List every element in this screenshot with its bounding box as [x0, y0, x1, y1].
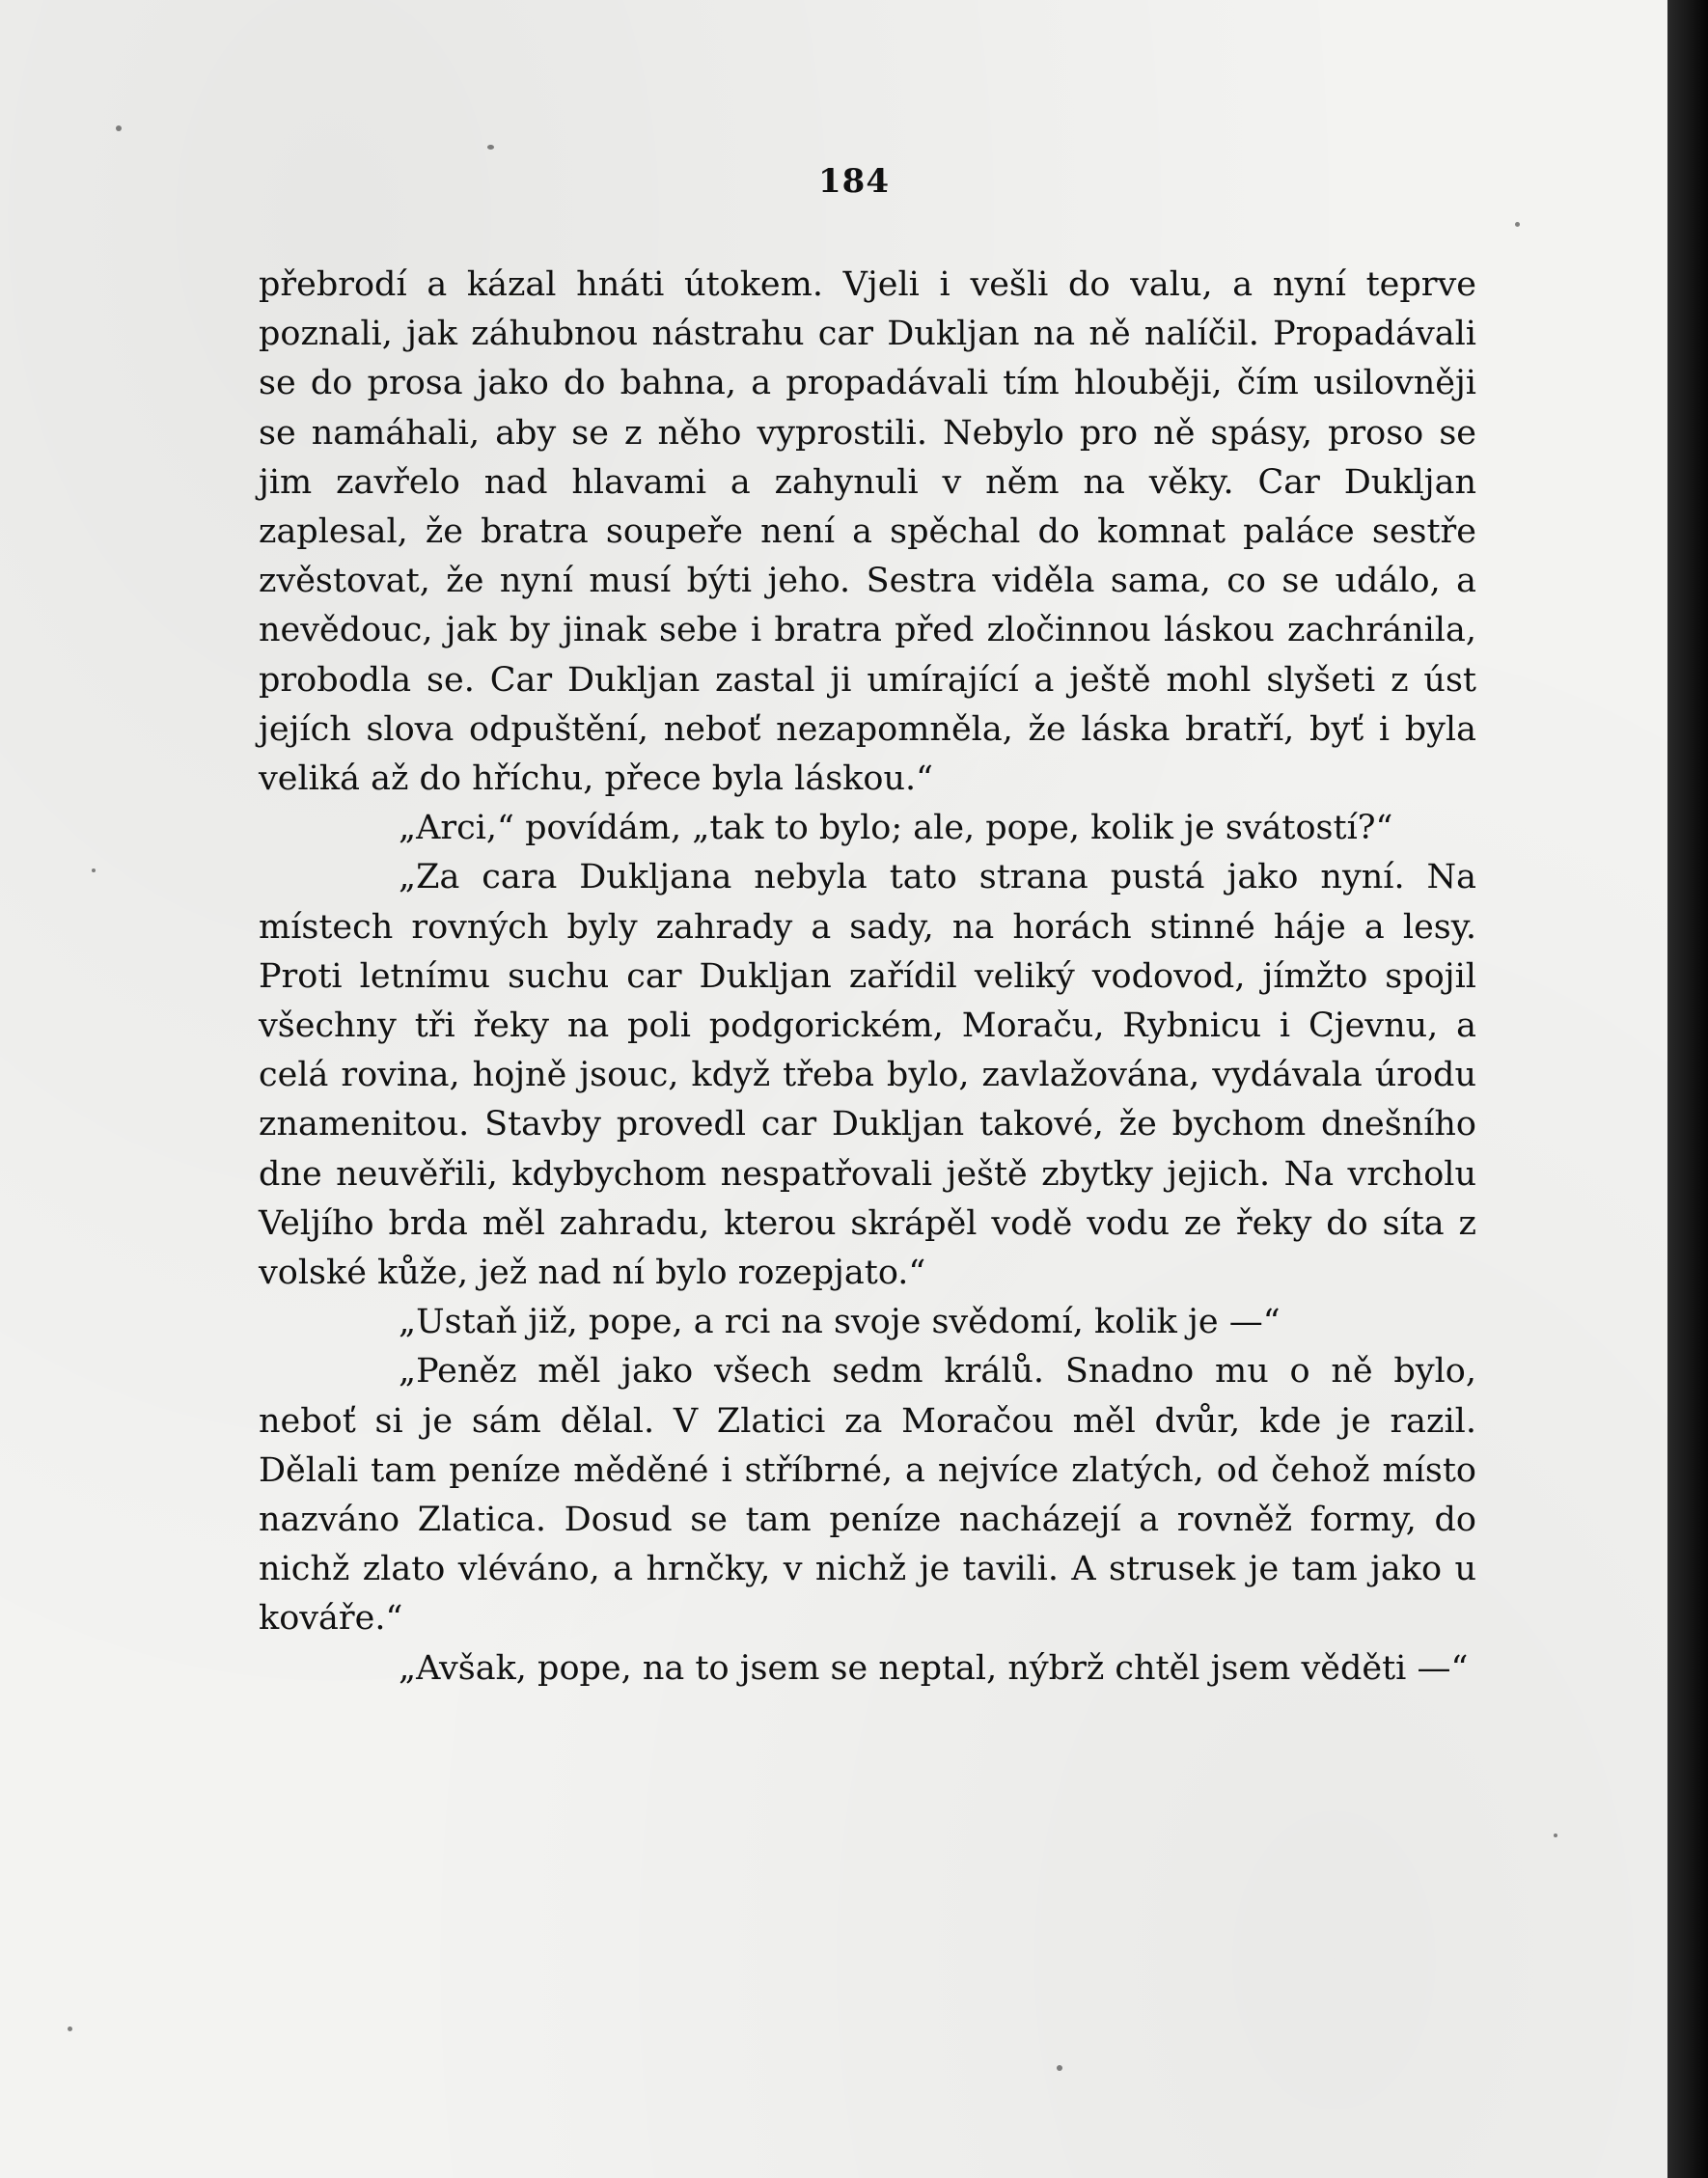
paper-speck [487, 145, 494, 150]
paper-speck [1554, 1833, 1557, 1837]
paragraph-5: „Peněz měl jako všech sedm králů. Snadno mu o ně bylo, neboť si je sám dělal. V Zlatici za Moračou měl dvůr, kde je razil. Dělali tam peníze měděné i stříbrné, a nejvíce zlatých, od čehož místo nazváno Zlatica. Dosud se tam peníze nacházejí a rovněž formy, do nichž zlato vléváno, a hrnčky, v nichž je tavili. A strusek je tam jako u kováře.“ [259, 1352, 1476, 1639]
paper-speck [116, 125, 122, 131]
page-number: 184 [818, 162, 890, 201]
paragraph-2: „Arci,“ povídám, „tak to bylo; ale, pope, kolik je svátostí?“ [399, 809, 1393, 848]
paragraph-4: „Ustaň již, pope, a rci na svoje svědomí, kolik je —“ [399, 1303, 1281, 1342]
paper-speck [1515, 222, 1520, 227]
scan-border [1667, 0, 1708, 2178]
body-text [259, 261, 1476, 1694]
paper-speck [92, 868, 96, 872]
paragraph-6: „Avšak, pope, na to jsem se neptal, nýbrž chtěl jsem věděti —“ [399, 1648, 1469, 1688]
paper-speck [68, 2026, 72, 2031]
paragraph-3: „Za cara Dukljana nebyla tato strana pustá jako nyní. Na místech rovných byly zahrady a sady, na horách stinné háje a lesy. Proti letnímu suchu car Dukljan zařídil veliký vodovod, jímžto spojil všechny tři řeky na poli podgorickém, Moraču, Rybnicu i Cjevnu, a celá rovina, hojně jsouc, když třeba bylo, zavlažována, vydávala úrodu znamenitou. Stavby provedl car Dukljan takové, že bychom dnešního dne neuvěřili, kdybychom nespatřovali ještě zbytky jejich. Na vrcholu Veljího brda měl zahradu, kterou skrápěl vodě vodu ze řeky do síta z volské kůže, jež nad ní bylo rozepjato.“ [259, 858, 1476, 1293]
paragraph-1: přebrodí a kázal hnáti útokem. Vjeli i vešli do valu, a nyní teprve poznali, jak záhubnou nástrahu car Dukljan na ně nalíčil. Propadávali se do prosa jako do bahna, a propadávali tím hlouběji, čím usilovněji se namáhali, aby se z něho vyprostili. Nebylo pro ně spásy, proso se jim zavřelo nad hlavami a zahynuli v něm na věky. Car Dukljan zaplesal, že bratra soupeře není a spěchal do komnat paláce sestře zvěstovat, že nyní musí býti jeho. Sestra viděla sama, co se událo, a nevědouc, jak by jinak sebe i bratra před zločinnou láskou zachránila, probodla se. Car Dukljan zastal ji umírající a ještě mohl slyšeti z úst jejích slova odpuštění, neboť nezapomněla, že láska bratří, byť i byla veliká až do hříchu, přece byla láskou.“ [259, 265, 1476, 799]
paper-speck [1057, 2065, 1062, 2071]
